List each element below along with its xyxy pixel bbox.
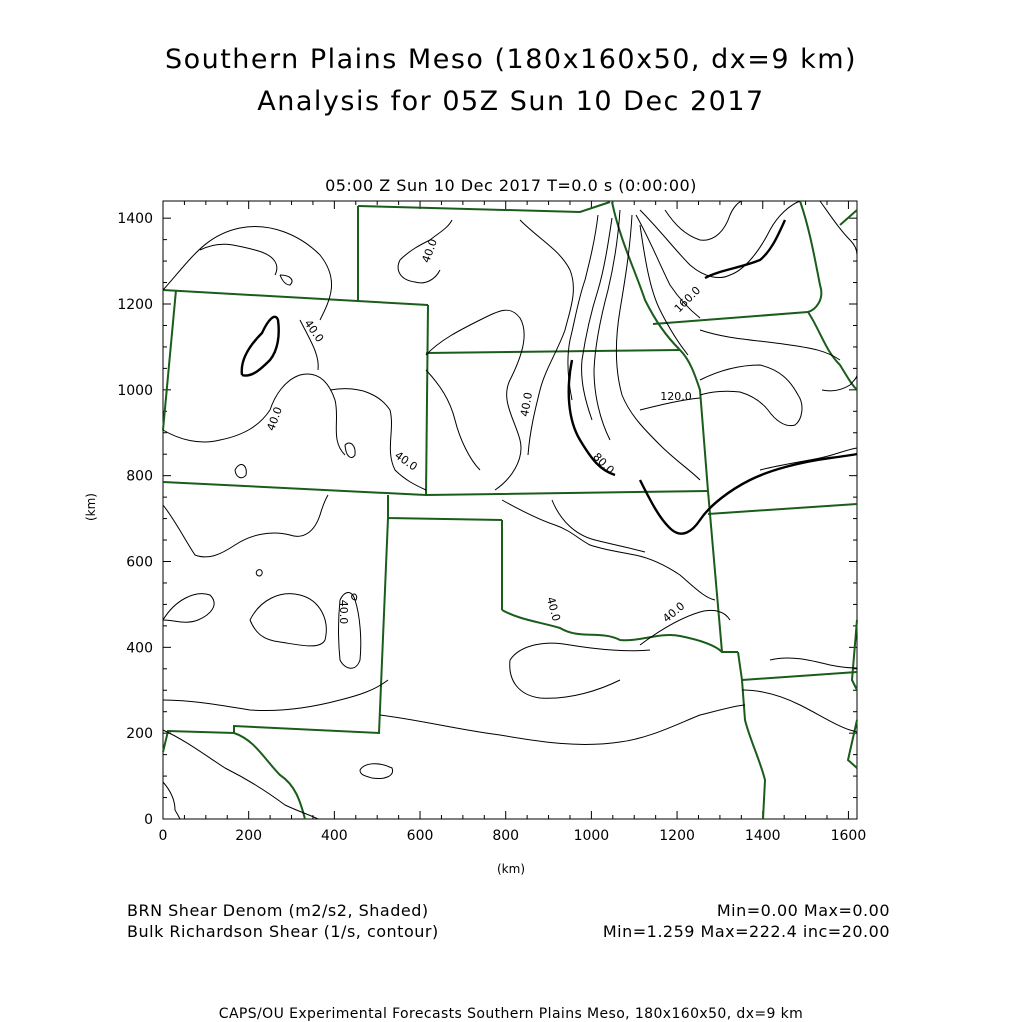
y-tick-label: 600 — [126, 554, 153, 571]
boundary-co-ks-west — [426, 305, 428, 495]
y-tick-label: 400 — [126, 640, 153, 657]
boundary-ks-ne — [426, 350, 680, 353]
boundary-ar-la — [742, 672, 857, 680]
x-axis-label: (km) — [497, 862, 526, 876]
map-title-line1: Southern Plains Meso (180x160x50, dx=9 km) — [164, 44, 858, 75]
x-tick-label: 400 — [320, 828, 348, 844]
boundary-ok-ar — [708, 504, 857, 514]
contour-label: 80.0 — [590, 450, 617, 477]
y-tick-label: 1400 — [117, 211, 153, 228]
contour-label: 40.0 — [660, 599, 688, 626]
contour-label: 40.0 — [392, 448, 420, 474]
contour-label: 160.0 — [671, 283, 704, 316]
plot-subtitle: 05:00 Z Sun 10 Dec 2017 T=0.0 s (0:00:00) — [325, 176, 697, 195]
boundary-tx-la — [738, 652, 765, 819]
boundary-mississippi-north — [800, 201, 821, 312]
contour-label: 40.0 — [543, 595, 563, 623]
boundary-co-nm — [163, 482, 708, 495]
y-tick-label: 200 — [126, 726, 153, 743]
political-boundaries — [163, 201, 857, 819]
x-tick-label: 600 — [406, 828, 434, 844]
boundary-wy-co — [163, 290, 428, 305]
legend-contour-field: Bulk Richardson Shear (1/s, contour) — [127, 922, 439, 941]
boundary-nm-tx-north — [388, 495, 502, 520]
y-tick-label: 0 — [144, 812, 153, 828]
x-tick-label: 0 — [158, 828, 168, 844]
y-tick-label: 1000 — [117, 382, 153, 399]
contour-label: 40.0 — [337, 599, 350, 625]
legend-contour-stats: Min=1.259 Max=222.4 inc=20.00 — [602, 922, 890, 941]
y-axis-label: (km) — [84, 492, 99, 522]
boundary-il-east — [840, 210, 857, 225]
boundary-la-east — [848, 720, 857, 768]
x-tick-label: 1600 — [830, 828, 867, 844]
x-tick-label: 1400 — [744, 828, 781, 844]
boundary-tx-mexico — [234, 733, 305, 819]
contour-label: 40.0 — [419, 237, 441, 265]
y-tick-label: 1200 — [117, 297, 153, 313]
x-tick-label: 800 — [492, 828, 520, 844]
contour-label: 120.0 — [660, 390, 692, 403]
x-tick-label: 1200 — [659, 828, 695, 844]
x-tick-label: 1000 — [573, 828, 610, 844]
boundary-mo-ia — [653, 312, 808, 324]
legend-shaded-stats: Min=0.00 Max=0.00 — [716, 901, 890, 920]
boundary-mississippi — [808, 312, 857, 390]
contour-label: 40.0 — [301, 317, 327, 345]
boundary-ks-mo — [680, 350, 708, 491]
contour-label: 40.0 — [518, 391, 536, 418]
map-title-line2: Analysis for 05Z Sun 10 Dec 2017 — [257, 86, 765, 117]
boundary-ut-co — [163, 290, 176, 430]
y-tick-label: 800 — [126, 468, 153, 485]
contour-label: 40.0 — [264, 405, 286, 433]
legend-shaded-field: BRN Shear Denom (m2/s2, Shaded) — [127, 901, 429, 920]
footer-credit: CAPS/OU Experimental Forecasts Southern Plains Meso, 180x160x50, dx=9 km — [218, 1006, 804, 1022]
y-tick-labels — [117, 211, 153, 828]
boundary-nm-tx — [163, 518, 388, 752]
x-tick-label: 200 — [235, 828, 263, 844]
boundary-ms-east — [852, 620, 857, 690]
x-tick-labels — [159, 828, 867, 844]
boundary-ok-east — [708, 491, 722, 652]
boundary-red-river — [502, 610, 738, 652]
